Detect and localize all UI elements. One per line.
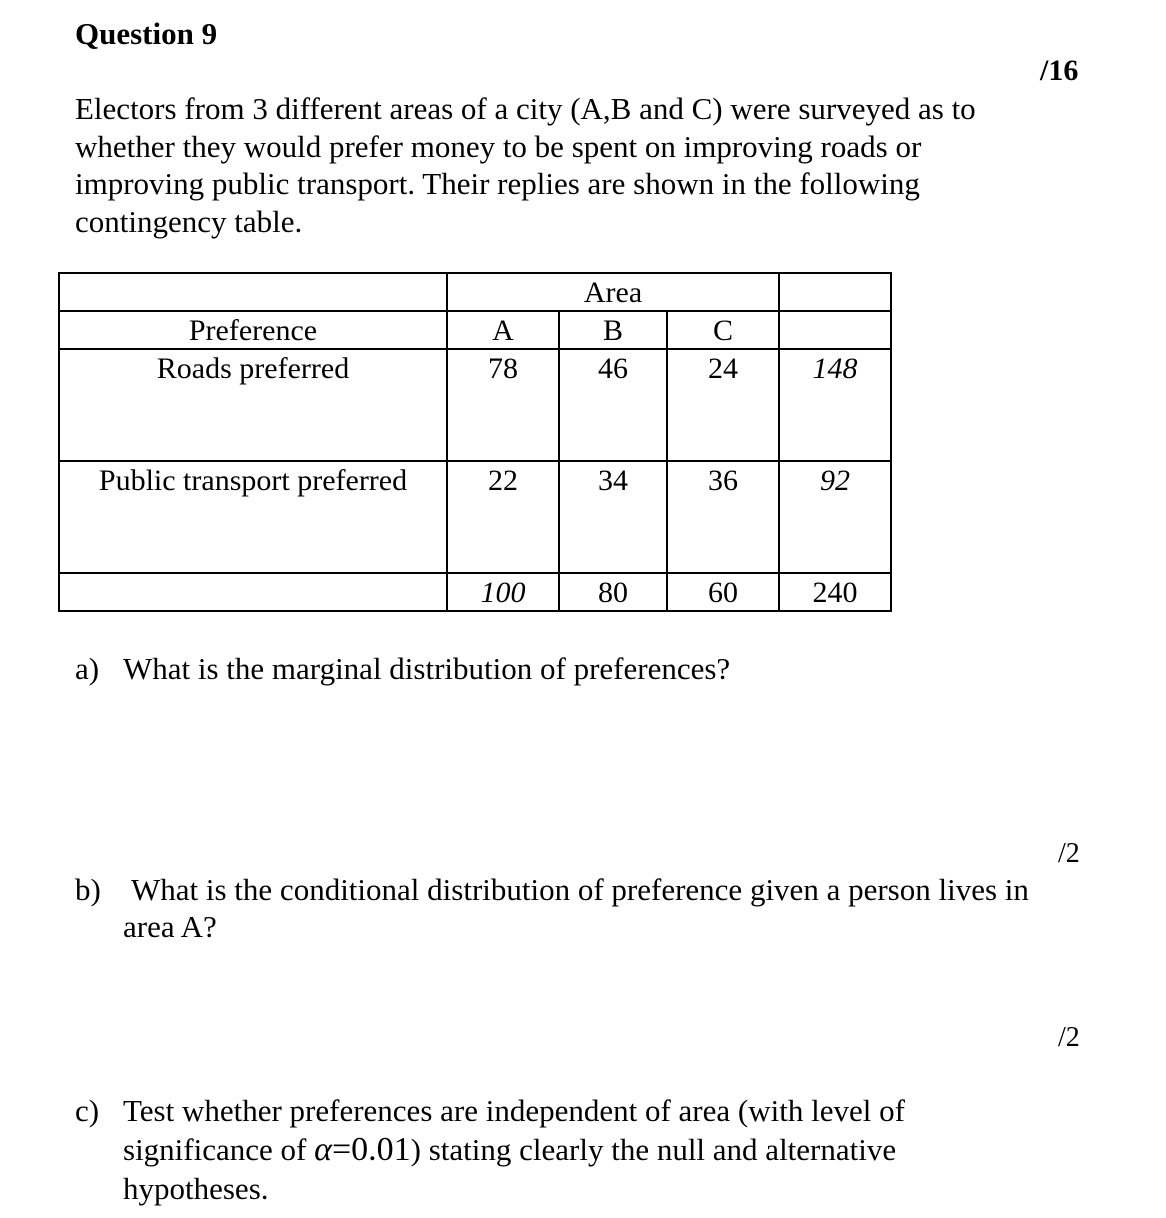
intro-line: improving public transport. Their replies are shown in the following [75, 166, 920, 201]
intro-line: whether they would prefer money to be spent on improving roads or [75, 128, 922, 164]
table-cell: 46 [598, 352, 628, 385]
grand-total: 240 [812, 576, 858, 609]
table-rule [778, 272, 780, 612]
question-title: Question 9 [75, 16, 218, 51]
column-total-b: 80 [598, 576, 628, 609]
table-rule [58, 272, 892, 274]
table-rule [890, 272, 892, 612]
column-header-b: B [602, 314, 623, 347]
part-c-line2-post: ) stating clearly the null and alternative [410, 1132, 897, 1167]
total-marks: /16 [1040, 54, 1079, 87]
table-rule [58, 610, 892, 612]
table-cell: 34 [598, 464, 628, 497]
column-total-a: 100 [480, 576, 526, 609]
table-rule [58, 572, 892, 574]
row-total-roads: 148 [812, 352, 858, 385]
alpha-value: 0.01 [351, 1131, 411, 1168]
table-cell: 78 [488, 352, 518, 385]
area-header: Area [583, 276, 643, 309]
part-a-marks: /2 [1058, 838, 1080, 869]
table-cell: 24 [708, 352, 738, 385]
part-b-line1: What is the conditional distribution of preference given a person lives in [131, 872, 1029, 907]
preference-header: Preference [188, 314, 318, 347]
table-rule [58, 310, 892, 312]
column-header-c: C [712, 314, 733, 347]
column-total-c: 60 [708, 576, 738, 609]
row-total-public-transport: 92 [820, 464, 850, 497]
row-label-public-transport: Public transport preferred [98, 464, 408, 497]
table-cell: 22 [488, 464, 518, 497]
part-b-marks: /2 [1058, 1022, 1080, 1053]
part-a-text: What is the marginal distribution of preferences? [123, 651, 731, 686]
equals-sign: = [331, 1131, 352, 1168]
question-intro [75, 90, 1035, 240]
intro-line: Electors from 3 different areas of a city (A,B and C) were surveyed as to [75, 91, 976, 126]
table-rule [58, 348, 892, 350]
part-c-line2-pre: significance of [123, 1132, 307, 1167]
part-c-label: c) [75, 1093, 100, 1128]
row-label-roads: Roads preferred [156, 352, 350, 385]
alpha-symbol: α [314, 1131, 332, 1168]
table-cell: 36 [708, 464, 738, 497]
part-b-label: b) [75, 872, 101, 907]
table-rule [58, 460, 892, 462]
contingency-table [58, 272, 892, 612]
part-c-line2 [123, 1131, 896, 1168]
part-c-line3: hypotheses. [123, 1171, 269, 1206]
part-c-line1: Test whether preferences are independent of area (with level of [123, 1093, 905, 1128]
part-b-line2: area A? [123, 909, 217, 944]
part-a-label: a) [75, 651, 100, 686]
column-header-a: A [492, 314, 514, 347]
intro-line: contingency table. [75, 203, 303, 239]
